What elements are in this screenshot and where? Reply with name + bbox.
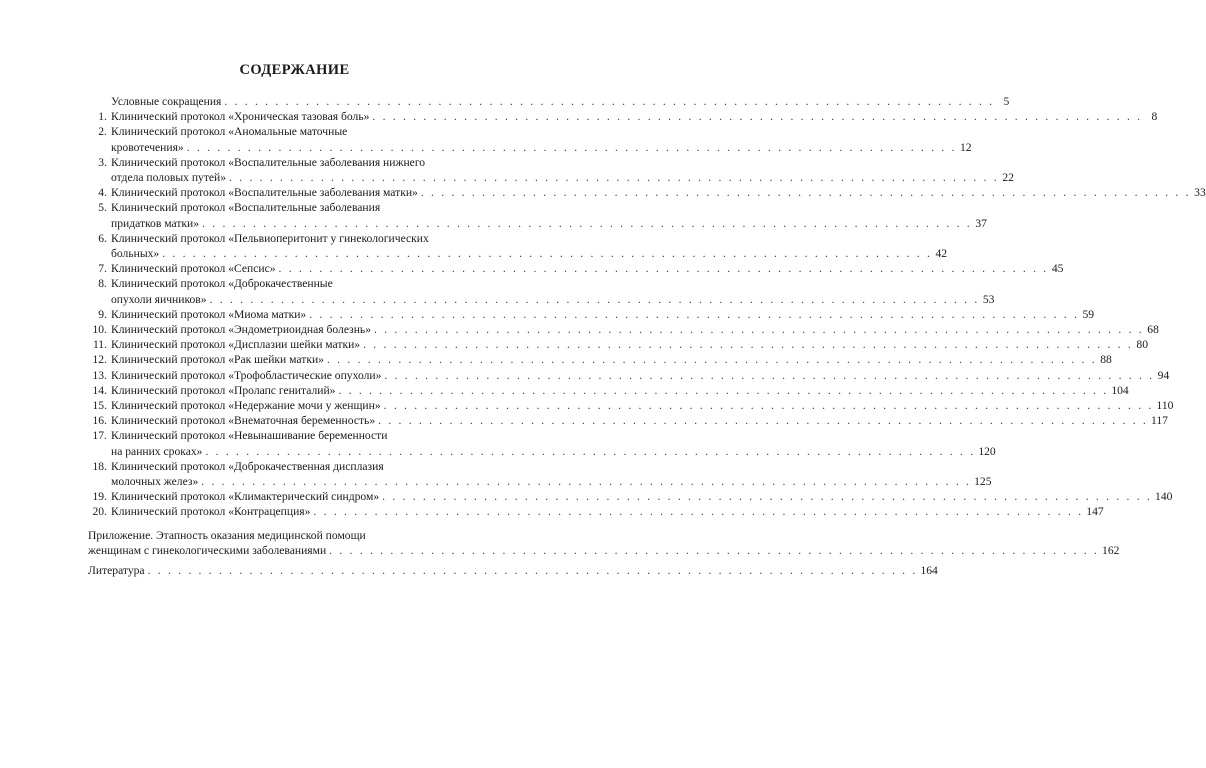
toc-entry-14: [88, 383, 1129, 398]
dot-leader: . . . . . . . . . . . . . . . . . . . . . . . . . . . . . . . . . . . . . . . . . . . . . . . . . . . . . . . . . . . . . . . . . . . . . . . . . . . .: [162, 247, 933, 261]
page-number: 12: [960, 140, 972, 154]
entry-title-line: Клинический протокол «Воспалительные заболевания: [111, 201, 381, 215]
entry-title-line: больных»: [111, 247, 160, 261]
dot-leader: . . . . . . . . . . . . . . . . . . . . . . . . . . . . . . . . . . . . . . . . . . . . . . . . . . . . . . . . . . . . . . . . . . . . . . . . . . . .: [338, 383, 1109, 397]
dot-leader: . . . . . . . . . . . . . . . . . . . . . . . . . . . . . . . . . . . . . . . . . . . . . . . . . . . . . . . . . . . . . . . . . . . . . . . . . . . .: [201, 475, 972, 489]
entry-number: 3.: [98, 155, 107, 169]
page-number: 80: [1136, 338, 1148, 352]
entry-title-line: Клинический протокол «Недержание мочи у женщин»: [111, 399, 381, 413]
dot-leader: . . . . . . . . . . . . . . . . . . . . . . . . . . . . . . . . . . . . . . . . . . . . . . . . . . . . . . . . . . . . . . . . . . . . . . . . . . . .: [278, 262, 1049, 276]
page-number: 120: [978, 444, 996, 458]
table-of-contents: [88, 94, 1206, 578]
page-number: 88: [1100, 353, 1112, 367]
entry-title-line: кровотечения»: [111, 140, 184, 154]
dot-leader: . . . . . . . . . . . . . . . . . . . . . . . . . . . . . . . . . . . . . . . . . . . . . . . . . . . . . . . . . . . . . . . . . . . . . . . . . . . .: [384, 368, 1155, 382]
entry-number: 8.: [98, 277, 107, 291]
dot-leader: . . . . . . . . . . . . . . . . . . . . . . . . . . . . . . . . . . . . . . . . . . . . . . . . . . . . . . . . . . . . . . . . . . . . . . . . . . . .: [378, 414, 1148, 428]
toc-entry-10: [88, 322, 1159, 337]
entry-number: 4.: [98, 186, 107, 200]
entry-number: 17.: [92, 429, 107, 443]
entry-title-line: Клинический протокол «Эндометриоидная болезнь»: [111, 323, 371, 337]
page-number: 94: [1157, 368, 1170, 382]
entry-title-line: Клинический протокол «Пельвиоперитонит у гинекологических: [111, 231, 429, 245]
dot-leader: . . . . . . . . . . . . . . . . . . . . . . . . . . . . . . . . . . . . . . . . . . . . . . . . . . . . . . . . . . . . . . . . . . . . . . . . . . . .: [363, 338, 1133, 352]
page-number: 162: [1102, 543, 1120, 557]
entry-title-line: опухоли яичников»: [111, 292, 207, 306]
entry-title-line: Клинический протокол «Миома матки»: [111, 307, 307, 321]
toc-entry-7: [88, 261, 1064, 276]
toc-entry-18: [88, 459, 992, 489]
dot-leader: . . . . . . . . . . . . . . . . . . . . . . . . . . . . . . . . . . . . . . . . . . . . . . . . . . . . . . . . . . . . . . . . . . . . . . . . . . . .: [202, 216, 972, 230]
dot-leader: . . . . . . . . . . . . . . . . . . . . . . . . . . . . . . . . . . . . . . . . . . . . . . . . . . . . . . . . . . . . . . . . . . . . . . . . . . . .: [209, 292, 980, 306]
entry-number: 7.: [98, 262, 107, 276]
page-number: 33: [1194, 186, 1206, 200]
toc-entry-2: [88, 124, 972, 154]
dot-leader: . . . . . . . . . . . . . . . . . . . . . . . . . . . . . . . . . . . . . . . . . . . . . . . . . . . . . . . . . . . . . . . . . . . . . . . . . . . .: [224, 95, 995, 108]
page-number: 59: [1082, 307, 1095, 321]
entry-number: 19.: [92, 490, 107, 504]
entry-number: 9.: [98, 307, 107, 321]
page-number: 45: [1051, 262, 1064, 276]
page-number: 147: [1086, 505, 1104, 519]
entry-title-line: Условные сокращения: [111, 95, 222, 108]
dot-leader: . . . . . . . . . . . . . . . . . . . . . . . . . . . . . . . . . . . . . . . . . . . . . . . . . . . . . . . . . . . . . . . . . . . . . . . . . . . .: [309, 307, 1080, 321]
entry-title-line: Клинический протокол «Воспалительные заболевания матки»: [111, 186, 418, 200]
page-number: 140: [1155, 490, 1173, 504]
entry-number: 11.: [92, 338, 107, 352]
toc-entry-20: [88, 504, 1104, 519]
entry-title-line: придатков матки»: [111, 216, 200, 230]
page-number: 68: [1147, 323, 1159, 337]
page-number: 110: [1156, 399, 1174, 413]
toc-entry-12: [88, 352, 1112, 367]
entry-title-line: Клинический протокол «Внематочная беременность»: [111, 414, 376, 428]
toc-entry-9: [88, 307, 1095, 322]
toc-entry-1: [88, 109, 1158, 124]
entry-title-line: Клинический протокол «Трофобластические опухоли»: [111, 368, 382, 382]
entry-number: 13.: [92, 368, 107, 382]
page-number: 42: [935, 247, 948, 261]
entry-title-line: Клинический протокол «Пролапс гениталий»: [111, 383, 336, 397]
entry-title-line: Клинический протокол «Доброкачественные: [111, 277, 333, 291]
dot-leader: . . . . . . . . . . . . . . . . . . . . . . . . . . . . . . . . . . . . . . . . . . . . . . . . . . . . . . . . . . . . . . . . . . . . . . . . . . . .: [326, 353, 1097, 367]
entry-number: 5.: [98, 201, 107, 215]
toc-entry-abbreviations: [88, 94, 1010, 109]
dot-leader: . . . . . . . . . . . . . . . . . . . . . . . . . . . . . . . . . . . . . . . . . . . . . . . . . . . . . . . . . . . . . . . . . . . . . . . . . . . .: [374, 323, 1144, 337]
page-number: 125: [974, 475, 992, 489]
entry-number: 1.: [98, 110, 107, 124]
entry-number: 6.: [98, 231, 107, 245]
page-number: 104: [1111, 383, 1129, 397]
toc-entry-17: [88, 428, 996, 458]
entry-title-line: Литература: [88, 564, 145, 578]
entry-title-line: Клинический протокол «Воспалительные заболевания нижнего: [111, 155, 426, 169]
page-number: 22: [1002, 171, 1014, 185]
dot-leader: . . . . . . . . . . . . . . . . . . . . . . . . . . . . . . . . . . . . . . . . . . . . . . . . . . . . . . . . . . . . . . . . . . . . . . . . . . . .: [329, 543, 1100, 557]
toc-entry-11: [88, 337, 1148, 352]
toc-entry-5: [88, 200, 987, 230]
entry-title-line: Клинический протокол «Доброкачественная дисплазия: [111, 459, 384, 473]
toc-entry-19: [88, 489, 1173, 504]
entry-title-line: Приложение. Этапность оказания медицинской помощи: [88, 528, 366, 542]
dot-leader: . . . . . . . . . . . . . . . . . . . . . . . . . . . . . . . . . . . . . . . . . . . . . . . . . . . . . . . . . . . . . . . . . . . . . . . . . . . .: [147, 564, 918, 578]
entry-number: 2.: [98, 125, 107, 139]
entry-title-line: отдела половых путей»: [111, 171, 227, 185]
entry-title-line: Клинический протокол «Хроническая тазовая боль»: [111, 110, 370, 124]
entry-number: 14.: [92, 383, 107, 397]
entry-title-line: Клинический протокол «Невынашивание беременности: [111, 429, 388, 443]
entry-number: 10.: [92, 323, 107, 337]
entry-number: 12.: [92, 353, 107, 367]
toc-entry-13: [88, 368, 1170, 383]
page-number: 53: [982, 292, 995, 306]
dot-leader: . . . . . . . . . . . . . . . . . . . . . . . . . . . . . . . . . . . . . . . . . . . . . . . . . . . . . . . . . . . . . . . . . . . . . . . . . . . .: [382, 490, 1153, 504]
entry-number: 15.: [92, 399, 107, 413]
entry-title-line: Клинический протокол «Дисплазии шейки матки»: [111, 338, 361, 352]
entry-title-line: Клинический протокол «Климактерический синдром»: [111, 490, 380, 504]
entry-number: 18.: [92, 459, 107, 473]
page-number: 117: [1151, 414, 1168, 428]
toc-entry-appendix: [88, 528, 1120, 558]
dot-leader: . . . . . . . . . . . . . . . . . . . . . . . . . . . . . . . . . . . . . . . . . . . . . . . . . . . . . . . . . . . . . . . . . . . . . . . . . . . .: [313, 505, 1084, 519]
entry-title-line: женщинам с гинекологическими заболеваниями: [88, 543, 327, 557]
entry-title-line: Клинический протокол «Сепсис»: [111, 262, 276, 276]
page-number: 164: [920, 564, 938, 578]
toc-entry-8: [88, 276, 995, 306]
dot-leader: . . . . . . . . . . . . . . . . . . . . . . . . . . . . . . . . . . . . . . . . . . . . . . . . . . . . . . . . . . . . . . . . . . . . . . . . . . . .: [229, 171, 999, 185]
entry-title-line: молочных желез»: [111, 475, 199, 489]
page-number: 5: [1003, 95, 1010, 108]
dot-leader: . . . . . . . . . . . . . . . . . . . . . . . . . . . . . . . . . . . . . . . . . . . . . . . . . . . . . . . . . . . . . . . . . . . . . . . . . . . .: [372, 110, 1143, 124]
page-title: СОДЕРЖАНИЕ: [239, 62, 350, 78]
toc-entry-16: [88, 413, 1168, 428]
page-number: 37: [975, 216, 987, 230]
entry-title-line: Клинический протокол «Рак шейки матки»: [111, 353, 324, 367]
entry-title-line: Клинический протокол «Контрацепция»: [111, 505, 311, 519]
entry-title-line: на ранних сроках»: [111, 444, 203, 458]
entry-number: 20.: [92, 505, 107, 519]
dot-leader: . . . . . . . . . . . . . . . . . . . . . . . . . . . . . . . . . . . . . . . . . . . . . . . . . . . . . . . . . . . . . . . . . . . . . . . . . . . .: [420, 186, 1191, 200]
dot-leader: . . . . . . . . . . . . . . . . . . . . . . . . . . . . . . . . . . . . . . . . . . . . . . . . . . . . . . . . . . . . . . . . . . . . . . . . . . . .: [205, 444, 976, 458]
toc-entry-3: [88, 155, 1014, 185]
entry-title-line: Клинический протокол «Аномальные маточные: [111, 125, 348, 139]
dot-leader: . . . . . . . . . . . . . . . . . . . . . . . . . . . . . . . . . . . . . . . . . . . . . . . . . . . . . . . . . . . . . . . . . . . . . . . . . . . .: [186, 140, 957, 154]
toc-entry-6: [88, 231, 948, 261]
toc-entry-literature: [88, 563, 938, 578]
page-number: 8: [1151, 110, 1158, 124]
toc-entry-4: [88, 185, 1206, 200]
toc-entry-15: [88, 398, 1174, 413]
entry-number: 16.: [92, 414, 107, 428]
dot-leader: . . . . . . . . . . . . . . . . . . . . . . . . . . . . . . . . . . . . . . . . . . . . . . . . . . . . . . . . . . . . . . . . . . . . . . . . . . . .: [383, 399, 1154, 413]
